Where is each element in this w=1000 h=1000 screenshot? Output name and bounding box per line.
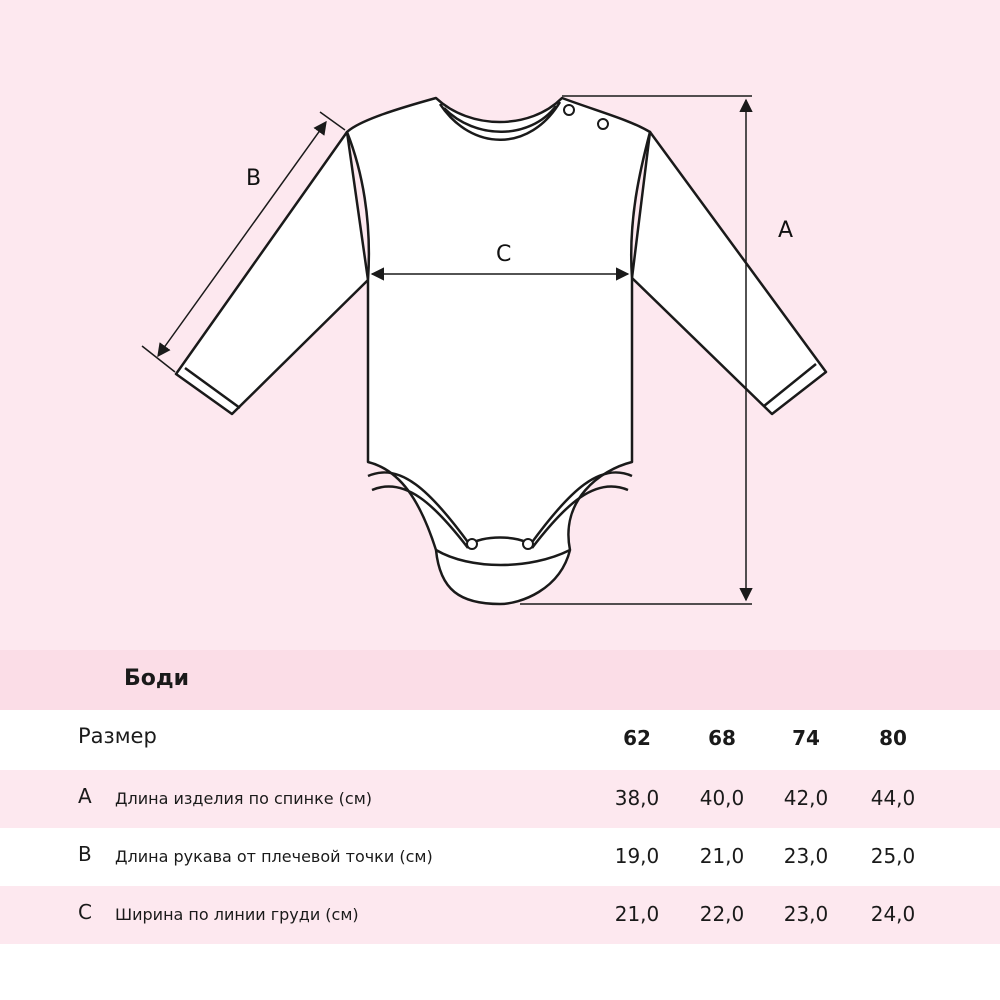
crotch-snap-1: [467, 539, 477, 549]
cell-value: 44,0: [870, 786, 916, 810]
row-label: Длина изделия по спинке (см): [115, 789, 373, 808]
table-title: Боди: [124, 666, 190, 691]
cell-value: 23,0: [783, 844, 829, 868]
dim-b-ext-top: [320, 112, 345, 130]
cell-value: 22,0: [699, 902, 745, 926]
cell-value: 21,0: [614, 902, 660, 926]
cell-value: 21,0: [699, 844, 745, 868]
table-row-c: [0, 886, 1000, 944]
dim-label-c: C: [496, 242, 512, 267]
row-label: Ширина по линии груди (см): [115, 905, 359, 924]
shoulder-snap-1: [564, 105, 574, 115]
cell-value: 23,0: [783, 902, 829, 926]
body-outline: [347, 98, 650, 604]
cell-value: 24,0: [870, 902, 916, 926]
cell-value: 25,0: [870, 844, 916, 868]
crotch-snap-2: [523, 539, 533, 549]
table-header-row: [0, 710, 1000, 768]
row-letter: B: [78, 842, 92, 866]
cell-value: 19,0: [614, 844, 660, 868]
size-62: 62: [623, 726, 651, 750]
shoulder-snap-2: [598, 119, 608, 129]
cell-value: 40,0: [699, 786, 745, 810]
row-label: Длина рукава от плечевой точки (см): [115, 847, 433, 866]
table-title-band: [0, 650, 1000, 710]
size-80: 80: [879, 726, 907, 750]
dim-b-ext-bottom: [142, 346, 175, 372]
cell-value: 42,0: [783, 786, 829, 810]
size-68: 68: [708, 726, 736, 750]
dim-label-a: A: [778, 218, 794, 243]
size-74: 74: [792, 726, 820, 750]
right-sleeve: [632, 132, 826, 414]
table-row-b: [0, 828, 1000, 886]
dim-label-b: B: [246, 166, 262, 191]
size-header: Размер: [78, 724, 157, 748]
cell-value: 38,0: [614, 786, 660, 810]
row-letter: C: [78, 900, 92, 924]
left-sleeve: [176, 132, 368, 414]
table-row-a: [0, 770, 1000, 828]
row-letter: A: [78, 784, 92, 808]
